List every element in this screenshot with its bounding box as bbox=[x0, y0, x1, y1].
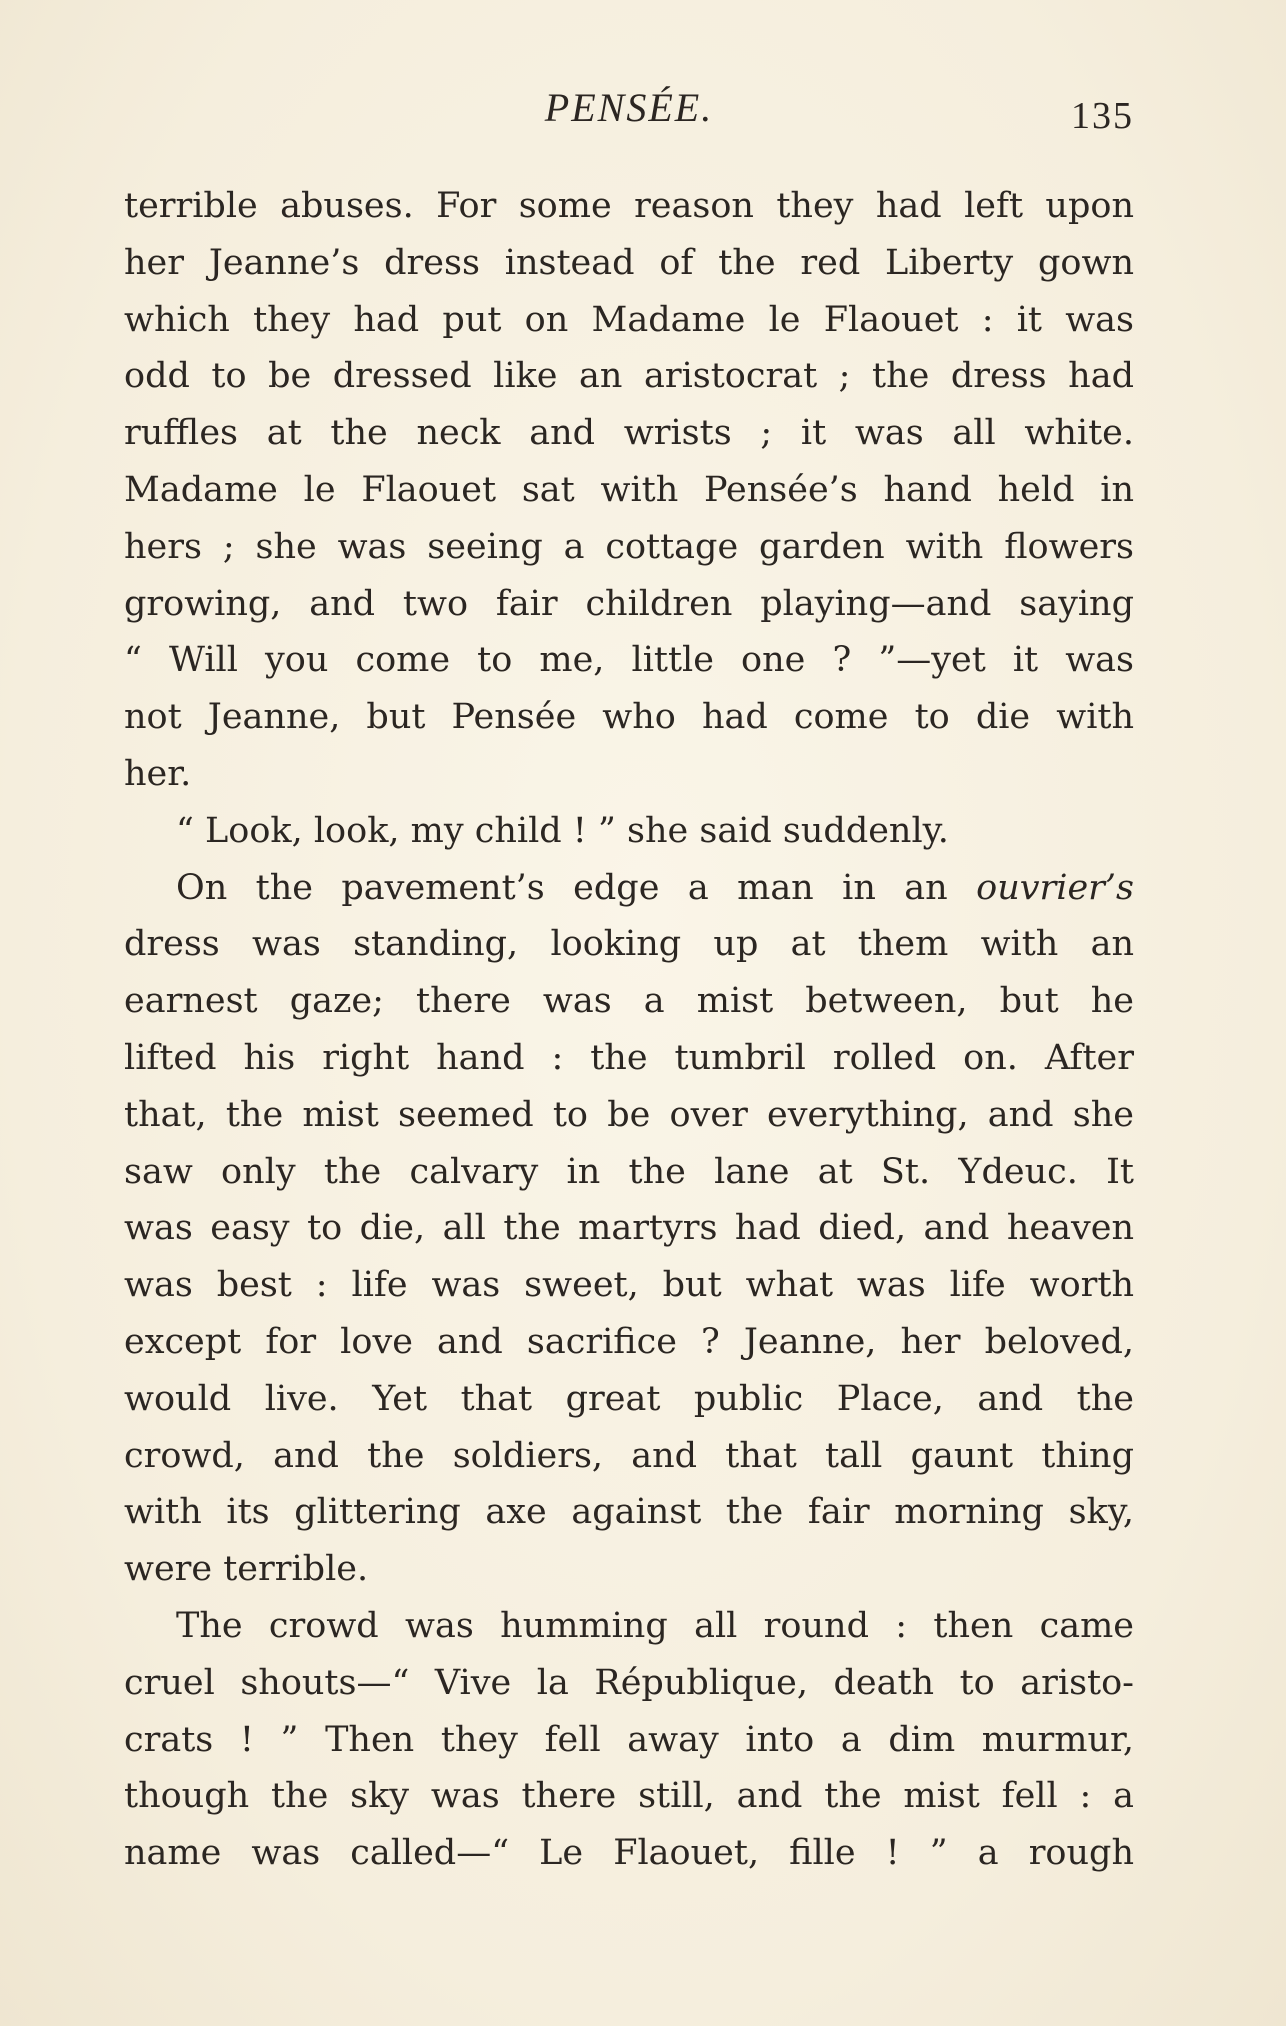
page-number: 135 bbox=[1071, 95, 1134, 137]
text-line: cruel shouts—“ Vive la République, death to aristo- bbox=[124, 1662, 1134, 1703]
text-line: ruffles at the neck and wrists ; it was all white. bbox=[124, 413, 1134, 454]
text-line: growing, and two fair children playing—and saying bbox=[124, 583, 1134, 624]
text-line: “ Will you come to me, little one ? ”—yet it was bbox=[124, 640, 1134, 681]
text-line: with its glittering axe against the fair morning sky, bbox=[124, 1492, 1134, 1533]
text-line: dress was standing, looking up at them with an bbox=[124, 924, 1134, 965]
text-line: earnest gaze; there was a mist between, but he bbox=[124, 981, 1134, 1022]
text-line: “ Look, look, my child ! ” she said suddenly. bbox=[176, 810, 949, 851]
text-line: though the sky was there still, and the mist fell : a bbox=[124, 1776, 1134, 1817]
text-line: that, the mist seemed to be over everything, and she bbox=[124, 1094, 1134, 1135]
text-line: On the pavement’s edge a man in an ouvrier’s bbox=[176, 867, 1134, 908]
text-line: The crowd was humming all round : then came bbox=[176, 1605, 1134, 1646]
text-line: Madame le Flaouet sat with Pensée’s hand held in bbox=[124, 469, 1134, 510]
text-line: crats ! ” Then they fell away into a dim murmur, bbox=[124, 1719, 1134, 1760]
text-line: which they had put on Madame le Flaouet : it was bbox=[124, 299, 1134, 340]
text-line: was easy to die, all the martyrs had died, and heaven bbox=[124, 1208, 1134, 1249]
page-header bbox=[124, 78, 1134, 138]
text-line: would live. Yet that great public Place, and the bbox=[124, 1378, 1134, 1419]
body-text bbox=[124, 178, 1134, 1882]
text-line: her. bbox=[124, 753, 192, 794]
text-line: lifted his right hand : the tumbril rolled on. After bbox=[124, 1037, 1134, 1078]
text-line: hers ; she was seeing a cottage garden with flowers bbox=[124, 526, 1134, 567]
text-line: except for love and sacrifice ? Jeanne, her beloved, bbox=[124, 1321, 1134, 1362]
text-line: were terrible. bbox=[124, 1549, 369, 1590]
text-line: odd to be dressed like an aristocrat ; the dress had bbox=[124, 356, 1134, 397]
running-head: PENSÉE. bbox=[544, 85, 714, 130]
text-line: saw only the calvary in the lane at St. Ydeuc. It bbox=[124, 1151, 1134, 1192]
text-line: terrible abuses. For some reason they had left upon bbox=[124, 186, 1134, 226]
text-line: was best : life was sweet, but what was life worth bbox=[124, 1265, 1134, 1306]
text-line: her Jeanne’s dress instead of the red Liberty gown bbox=[124, 242, 1134, 283]
text-line: not Jeanne, but Pensée who had come to die with bbox=[124, 697, 1134, 738]
text-line: crowd, and the soldiers, and that tall gaunt thing bbox=[124, 1435, 1134, 1476]
text-line: name was called—“ Le Flaouet, fille ! ” a rough bbox=[124, 1833, 1134, 1874]
italic-word: ouvrier’s bbox=[976, 867, 1134, 908]
